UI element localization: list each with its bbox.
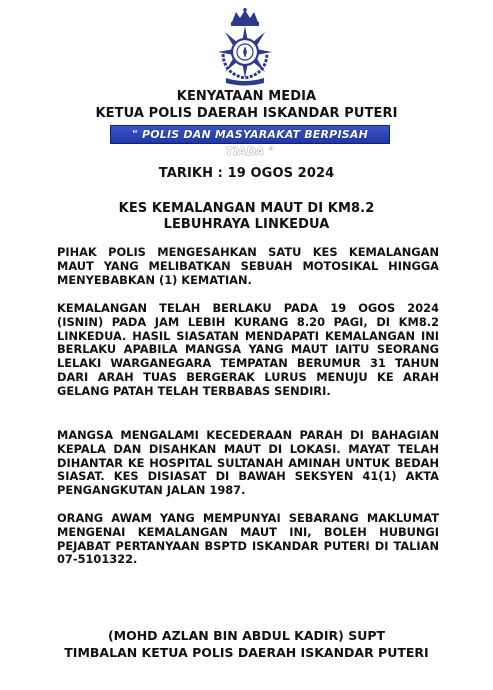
paragraph-3: MANGSA MENGALAMI KECEDERAAN PARAH DI BAHAGIAN KEPALA DAN DISAHKAN MAUT DI LOKASI. MAYAT TELAH DIHANTAR KE HOSPITAL SULTANAH AMINAH UNTUK BEDAH SIASAT. KES DISIASAT DI BAWAH SEKSYEN 41(1) AKTA PENGANGKUTAN JALAN 1987. (57, 428, 439, 498)
motto-banner: " POLIS DAN MASYARAKAT BERPISAH TIADA " (110, 125, 390, 144)
case-subtitle: LEBUHRAYA LINKEDUA (163, 217, 330, 232)
case-title: KES KEMALANGAN MAUT DI KM8.2 (118, 201, 375, 216)
paragraph-1: PIHAK POLIS MENGESAHKAN SATU KES KEMALANGAN MAUT YANG MELIBATKAN SEBUAH MOTOSIKAL HINGGA MENYEBABKAN (1) KEMATIAN. (57, 245, 439, 287)
paragraph-2: KEMALANGAN TELAH BERLAKU PADA 19 OGOS 2024 (ISNIN) PADA JAM LEBIH KURANG 8.20 PAGI, DI KM8.2 LINKEDUA. HASIL SIASATAN MENDAPATI KEMALANGAN INI BERLAKU APABILA MANGSA YANG MAUT IAITU SEORANG LELAKI WARGANEGARA TEMPATAN BERUMUR 31 TAHUN DARI ARAH TUAS BERGERAK LURUS MENUJU KE ARAH GELANG PATAH TELAH TERBABAS SENDIRI. (57, 301, 439, 398)
paragraph-4: ORANG AWAM YANG MEMPUNYAI SEBARANG MAKLUMAT MENGENAI KEMALANGAN MAUT INI, BOLEH HUBUNGI PEJABAT PERTANYAAN BSPTD ISKANDAR PUTERI DI TALIAN 07-5101322. (57, 511, 439, 567)
signature-name: (MOHD AZLAN BIN ABDUL KADIR) SUPT (107, 628, 386, 643)
date-line: TARIKH : 19 OGOS 2024 (158, 166, 335, 181)
police-crest-icon (214, 8, 276, 86)
header-subtitle: KETUA POLIS DAERAH ISKANDAR PUTERI (95, 106, 398, 121)
header-title: KENYATAAN MEDIA (176, 89, 317, 104)
signature-position: TIMBALAN KETUA POLIS DAERAH ISKANDAR PUTERI (64, 645, 429, 660)
